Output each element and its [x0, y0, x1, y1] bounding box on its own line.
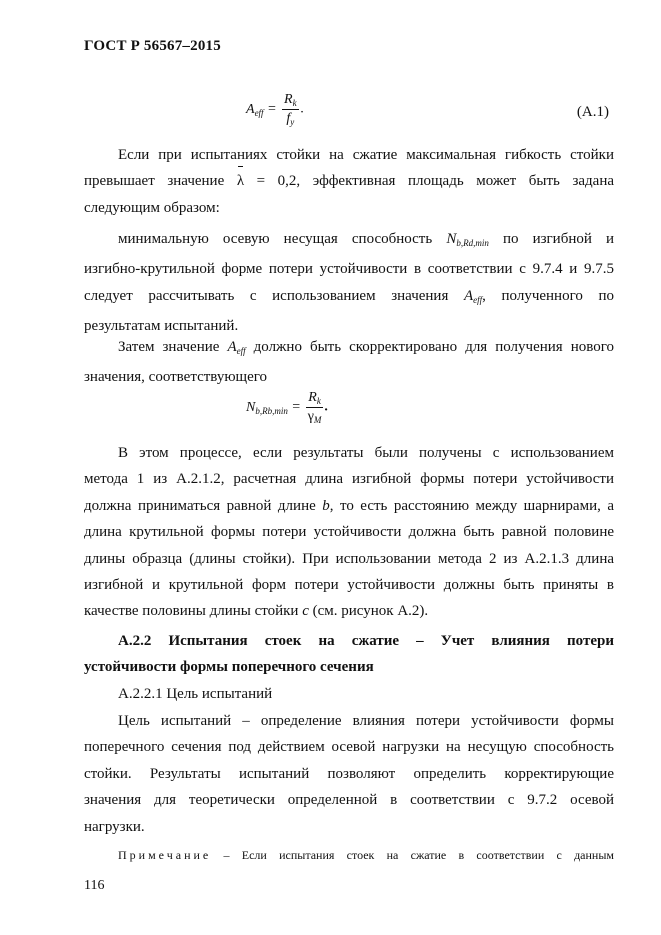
equation-a1: $A_{eff}$ = $\frac{R_k}{f_y}$ .	[246, 92, 305, 127]
paragraph-1: Если при испытаниях стойки на сжатие максимальная гибкость стойки превышает значение λ = 0,2, эффективная площадь может быть задана следующим образом:	[84, 147, 615, 216]
lambda-bar-symbol: λ	[237, 168, 244, 194]
section-heading: А.2.2 Испытания стоек на сжатие – Учет влияния потери устойчивости формы поперечного сечения	[84, 633, 614, 676]
document-header: ГОСТ Р 56567–2015	[84, 38, 221, 54]
eq2-fraction: $\frac{R_k}{\gamma_M}$	[307, 390, 322, 425]
paragraph-4: В этом процессе, если результаты были получены с использованием метода 1 из А.2.1.2, расчетная длина изгибной формы потери устойчивости должна приниматься равной длине b, то есть расстоянию между шарнирами, а длина крутильной формы потери устойчивости должна быть равной половине длины образца (длины стойки). При использовании метода 2 из А.2.1.3 длина изгибной и крутильной форм потери устойчивости должны быть приняты в качестве половины длины стойки c (см. рисунок А.2).	[84, 445, 614, 620]
eq1-lhs: $A_{eff}$	[246, 101, 264, 118]
subsection-heading: А.2.2.1 Цель испытаний	[118, 686, 273, 702]
paragraph-3: Затем значение $A_{eff}$ должно быть скорректировано для получения нового значения, соответствующего	[84, 339, 614, 386]
paragraph-2: минимальную осевую несущая способность $N_{b,Rd,min}$ по изгибной и изгибно-крутильной форме потери устойчивости в соответствии с 9.7.4 и 9.7.5 следует рассчитывать с использованием значения $A_{eff}$, полученного по результатам испытаний.	[84, 231, 615, 335]
paragraph-5: Цель испытаний – определение влияния потери устойчивости формы поперечного сечения под действием осевой нагрузки на несущую способность стойки. Результаты испытаний позволяют определить корректирующие значения для теоретически определенной в соответствии с 9.7.2 осевой нагрузки.	[84, 713, 614, 835]
equation-2: $N_{b,Rb,min}$ = $\frac{R_k}{\gamma_M}$ .	[246, 390, 329, 425]
eq2-lhs: $N_{b,Rb,min}$	[246, 399, 288, 416]
eq1-fraction: $\frac{R_k}{f_y}$	[284, 92, 297, 127]
page-number: 116	[84, 878, 105, 893]
note: Примечание – Если испытания стоек на сжатие в соответствии с данным	[118, 848, 615, 862]
equation-number: (А.1)	[576, 104, 609, 120]
note-label: Примечание	[118, 848, 212, 862]
